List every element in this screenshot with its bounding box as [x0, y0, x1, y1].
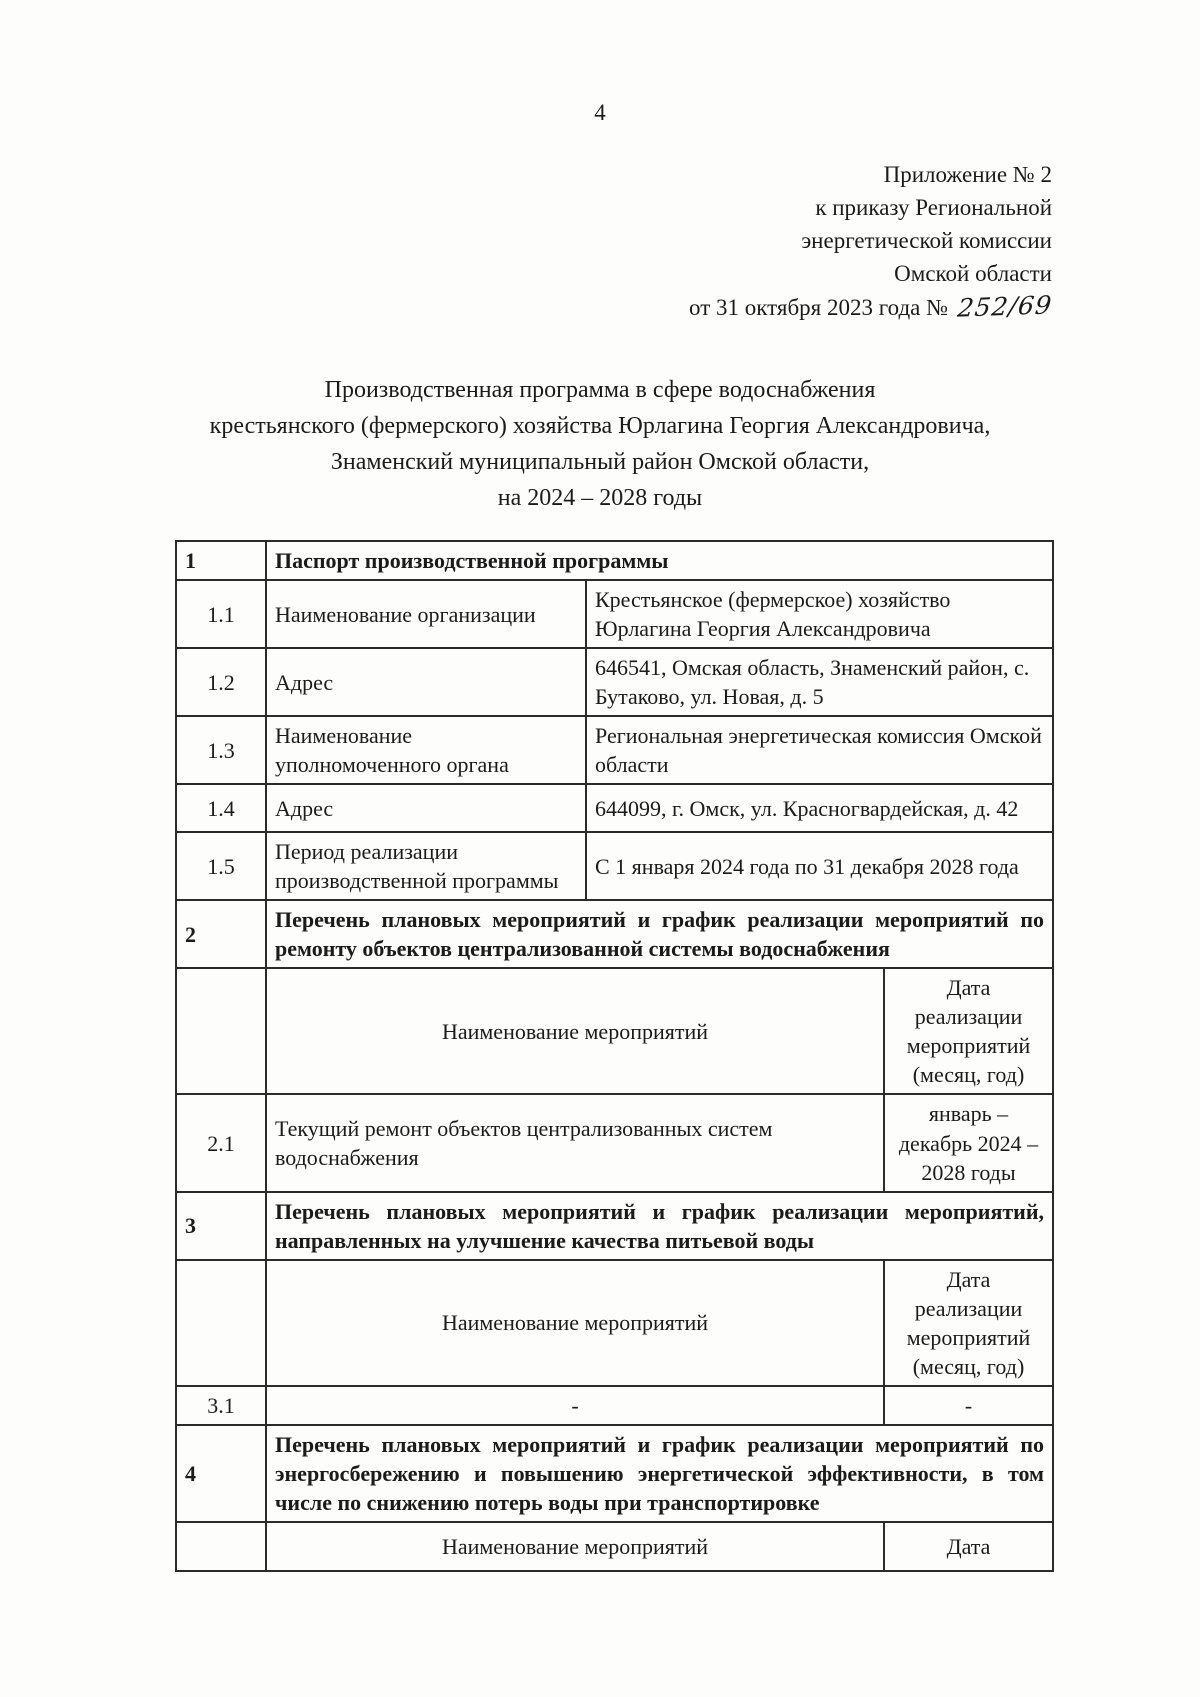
row-2-1-date: январь – декабрь 2024 – 2028 годы: [884, 1094, 1053, 1191]
section-2-number: 2: [176, 900, 266, 968]
row-1-3-value: Региональная энергетическая комиссия Омской области: [586, 716, 1053, 784]
order-number-handwritten: 252/69: [956, 290, 1054, 323]
table-row: [176, 784, 1053, 832]
section-2-header-date: Дата реализации мероприятий (месяц, год): [884, 968, 1053, 1094]
row-1-1-value: Крестьянское (фермерское) хозяйство Юрлагина Георгия Александровича: [586, 580, 1053, 648]
section-4-title: Перечень плановых мероприятий и график реализации мероприятий по энергосбережению и повышению энергетической эффективности, в том числе по снижению потерь воды при транспортировке: [266, 1425, 1053, 1522]
row-1-2-label: Адрес: [266, 648, 586, 716]
title-line: Знаменский муниципальный район Омской области,: [330, 449, 870, 475]
appendix-line: Приложение № 2: [883, 162, 1052, 187]
document-title: [0, 372, 1200, 516]
table-row: [176, 716, 1053, 784]
section-4-header-empty: [176, 1522, 266, 1571]
title-line: на 2024 – 2028 годы: [497, 485, 703, 511]
section-4-number: 4: [176, 1425, 266, 1522]
table-row: [176, 648, 1053, 716]
section-2-title: Перечень плановых мероприятий и график реализации мероприятий по ремонту объектов централизованной системы водоснабжения: [266, 900, 1053, 968]
table-row: [176, 1192, 1053, 1260]
row-3-1-name: -: [266, 1386, 884, 1425]
table-row: [176, 1522, 1053, 1571]
table-row: [176, 541, 1053, 580]
appendix-line: энергетической комиссии: [801, 228, 1052, 253]
section-3-title: Перечень плановых мероприятий и график реализации мероприятий, направленных на улучшение качества питьевой воды: [266, 1192, 1053, 1260]
title-line: Производственная программа в сфере водоснабжения: [324, 377, 876, 403]
appendix-line: к приказу Региональной: [815, 195, 1052, 220]
row-1-2-value: 646541, Омская область, Знаменский район, с. Бутаково, ул. Новая, д. 5: [586, 648, 1053, 716]
table-row: [176, 580, 1053, 648]
row-1-4-label: Адрес: [266, 784, 586, 832]
section-3-number: 3: [176, 1192, 266, 1260]
table-row: [176, 1425, 1053, 1522]
row-1-5-value: С 1 января 2024 года по 31 декабря 2028 года: [586, 832, 1053, 900]
page-number: 4: [594, 100, 606, 125]
appendix-block: [689, 158, 1052, 324]
table-row: [176, 1094, 1053, 1191]
row-1-3-label: Наименование уполномоченного органа: [266, 716, 586, 784]
section-1-title: Паспорт производственной программы: [266, 541, 1053, 580]
row-1-4-number: 1.4: [176, 784, 266, 832]
table-row: [176, 968, 1053, 1094]
section-3-header-empty: [176, 1260, 266, 1386]
appendix-line: Омской области: [894, 261, 1052, 286]
section-3-header-name: Наименование мероприятий: [266, 1260, 884, 1386]
row-1-3-number: 1.3: [176, 716, 266, 784]
appendix-date-line: [689, 290, 1052, 324]
row-1-1-label: Наименование организации: [266, 580, 586, 648]
appendix-date-prefix: от 31 октября 2023 года №: [689, 295, 949, 320]
section-2-header-empty: [176, 968, 266, 1094]
row-1-5-number: 1.5: [176, 832, 266, 900]
program-table: [175, 540, 1054, 1572]
title-line: крестьянского (фермерского) хозяйства Юрлагина Георгия Александровича,: [209, 413, 991, 439]
section-4-header-name: Наименование мероприятий: [266, 1522, 884, 1571]
row-2-1-number: 2.1: [176, 1094, 266, 1191]
table-row: [176, 832, 1053, 900]
row-3-1-number: 3.1: [176, 1386, 266, 1425]
row-2-1-name: Текущий ремонт объектов централизованных систем водоснабжения: [266, 1094, 884, 1191]
section-3-header-date: Дата реализации мероприятий (месяц, год): [884, 1260, 1053, 1386]
table-row: [176, 1260, 1053, 1386]
row-1-4-value: 644099, г. Омск, ул. Красногвардейская, д. 42: [586, 784, 1053, 832]
section-4-header-date: Дата: [884, 1522, 1053, 1571]
section-1-number: 1: [176, 541, 266, 580]
row-1-1-number: 1.1: [176, 580, 266, 648]
section-2-header-name: Наименование мероприятий: [266, 968, 884, 1094]
table-row: [176, 900, 1053, 968]
row-3-1-date: -: [884, 1386, 1053, 1425]
table-row: [176, 1386, 1053, 1425]
row-1-2-number: 1.2: [176, 648, 266, 716]
row-1-5-label: Период реализации производственной программы: [266, 832, 586, 900]
